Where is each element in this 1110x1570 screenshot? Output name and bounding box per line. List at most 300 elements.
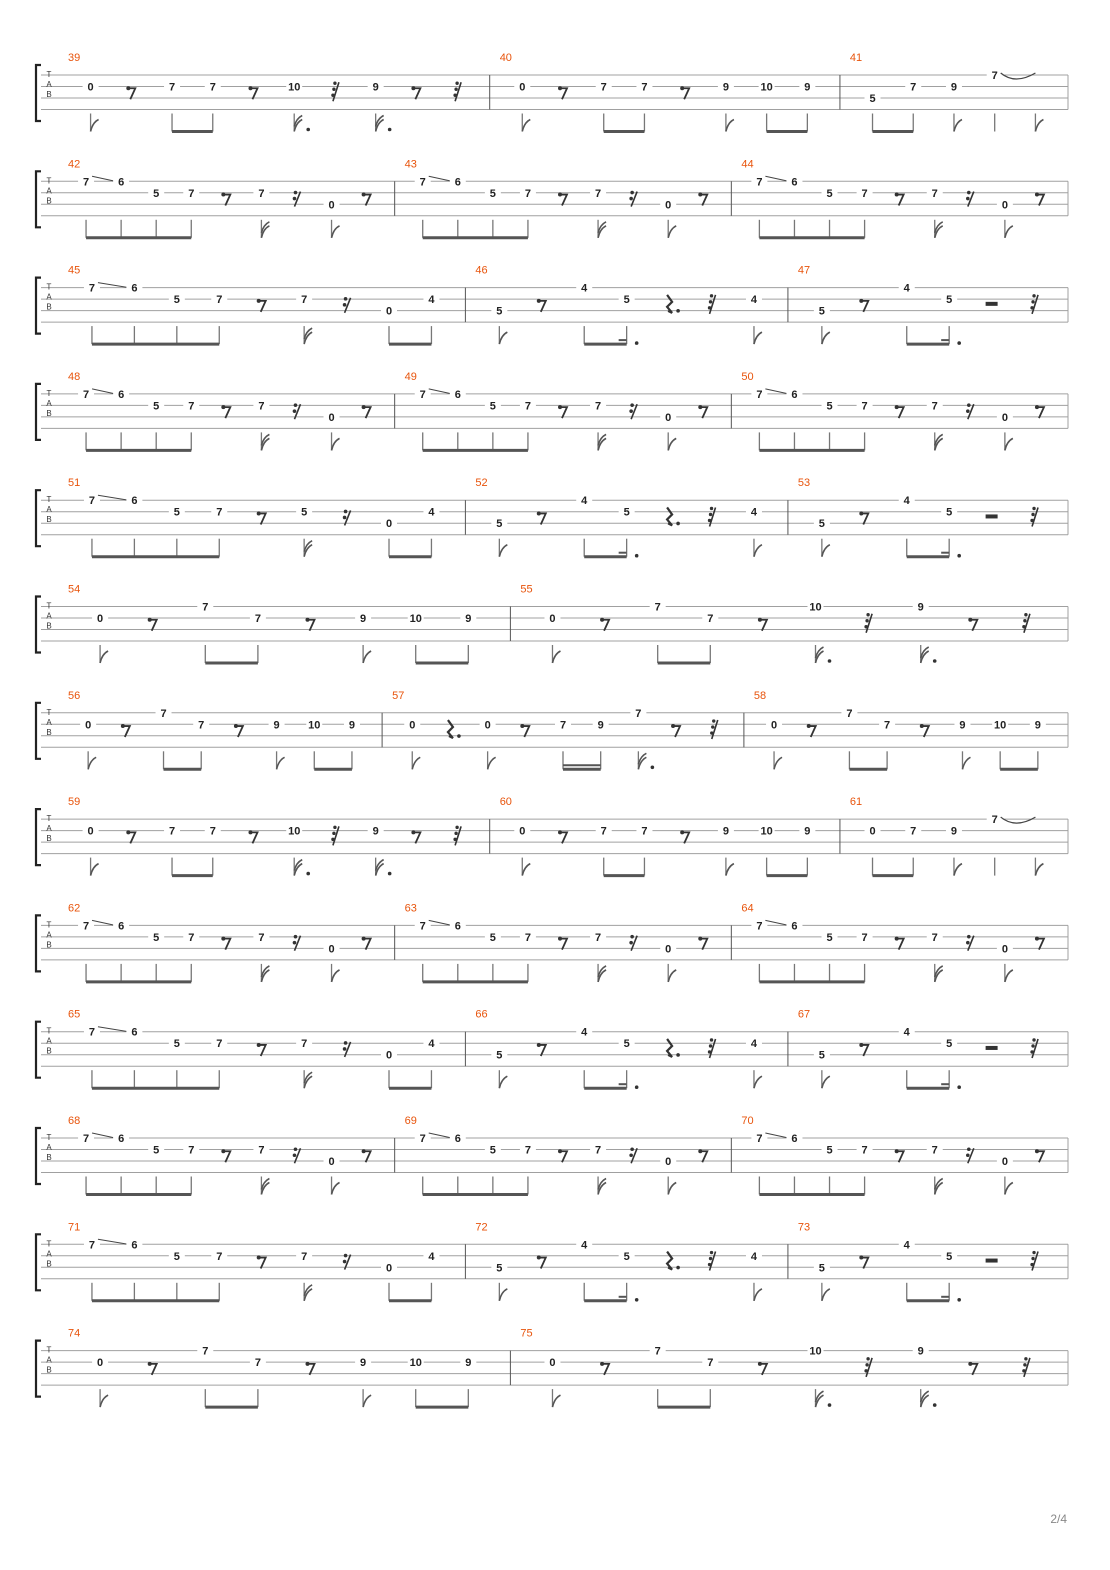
measure-number: 63: [404, 902, 417, 915]
fret-number: 10: [409, 1357, 422, 1370]
fret-number: 9: [722, 825, 729, 838]
tab-system: [36, 1009, 1068, 1089]
fret-number: 7: [595, 187, 602, 200]
fret-number: 5: [826, 931, 833, 944]
fret-number: 5: [946, 294, 953, 307]
measure: [395, 1115, 708, 1195]
fret-number: 7: [524, 1144, 531, 1157]
fret-number: 4: [428, 506, 435, 519]
system-bracket: [36, 278, 41, 334]
eighth-rest-dot: [558, 830, 562, 834]
eighth-rest-dot: [600, 1362, 604, 1366]
sixteenth-rest-dot: [343, 516, 347, 520]
sixteenth-rest-dot: [294, 191, 298, 195]
slide-line: [92, 920, 115, 925]
fret-number: 6: [131, 495, 138, 508]
dot: [306, 872, 310, 876]
rest-dot: [1032, 1038, 1035, 1041]
fret-number: 4: [581, 1239, 588, 1252]
rest-dot: [332, 832, 335, 835]
note-flag: [499, 1076, 507, 1088]
fret-number: 6: [454, 920, 461, 933]
fret-number: 4: [750, 1250, 758, 1263]
rest-dot: [1023, 1363, 1026, 1366]
fret-number: 4: [428, 294, 435, 307]
note-flag: [668, 970, 676, 982]
tab-clef-letter: T: [46, 1133, 52, 1142]
tab-clef-letter: A: [46, 1036, 52, 1046]
fret-number: 4: [750, 294, 758, 307]
note-flag: [277, 757, 285, 769]
eighth-rest-dot: [558, 86, 562, 90]
measure-number: 45: [68, 264, 81, 277]
fret-number: 7: [168, 825, 176, 838]
fret-number: 9: [372, 825, 379, 838]
dot: [388, 128, 392, 132]
rest-dot: [712, 719, 715, 722]
tab-clef-letter: A: [46, 824, 52, 834]
tab-system: [36, 477, 1068, 557]
sixteenth-rest-dot: [966, 1153, 970, 1157]
slide-line: [98, 1239, 128, 1244]
eighth-rest-dot: [698, 937, 702, 941]
measure-number: 67: [797, 1008, 811, 1021]
rest-dot: [1032, 507, 1035, 510]
fret-number: 0: [87, 81, 94, 94]
tab-clef-letter: B: [46, 1365, 52, 1375]
fret-number: 4: [903, 1026, 910, 1039]
measure-number: 70: [741, 1115, 754, 1127]
rest-dot: [708, 1263, 711, 1266]
rest-dot: [1030, 306, 1033, 309]
rest-dot: [455, 82, 458, 85]
fret-number: 0: [869, 825, 876, 838]
fret-number: 7: [88, 1239, 96, 1252]
tab-clef-letter: B: [46, 834, 52, 844]
eighth-rest-dot: [306, 618, 310, 622]
note-flag: [668, 438, 676, 450]
eighth-rest-dot: [221, 1149, 225, 1153]
eighth-rest-dot: [680, 830, 684, 834]
note-flag: [668, 226, 676, 238]
tab-clef-letter: T: [46, 70, 52, 79]
eighth-rest-dot: [221, 405, 225, 409]
fret-number: 7: [216, 1250, 223, 1263]
eighth-rest-dot: [411, 830, 415, 834]
note-flag: [499, 332, 507, 344]
sixteenth-rest-dot: [293, 1153, 297, 1157]
measure-number: 66: [475, 1008, 488, 1021]
note-flag: [954, 864, 962, 876]
note-flag: [332, 226, 340, 238]
fret-number: 7: [88, 495, 96, 508]
fret-number: 0: [328, 411, 335, 424]
measure-number: 73: [797, 1221, 811, 1234]
measure-number: 51: [68, 477, 81, 490]
sixteenth-rest-dot: [294, 403, 298, 407]
rest-dot: [1031, 513, 1034, 516]
tie-arc: [1001, 817, 1036, 823]
fret-number: 5: [173, 506, 180, 519]
fret-number: 7: [82, 388, 90, 401]
fret-number: 0: [385, 1049, 393, 1062]
fret-number: 7: [910, 81, 917, 94]
tab-clef-letter: B: [46, 940, 52, 950]
tab-system: [36, 265, 1068, 345]
fret-number: 6: [131, 282, 138, 295]
fret-number: 5: [496, 1049, 503, 1062]
measure: [68, 52, 461, 132]
fret-number: 7: [188, 931, 195, 944]
eighth-rest-dot: [362, 1149, 366, 1153]
fret-number: 7: [202, 601, 209, 614]
eighth-rest-dot: [859, 1043, 863, 1047]
rest-dot: [1022, 1369, 1025, 1372]
tab-clef-letter: B: [46, 727, 52, 737]
note-flag: [522, 120, 530, 132]
slide-line: [765, 1133, 788, 1138]
measure-number: 40: [499, 52, 512, 64]
fret-number: 5: [946, 1038, 953, 1051]
rest-dot: [333, 82, 336, 85]
rest-dot: [454, 88, 457, 91]
tab-clef-letter: B: [46, 196, 52, 206]
sixteenth-rest-dot: [630, 191, 634, 195]
fret-number: 7: [198, 719, 205, 732]
fret-number: 5: [623, 506, 630, 519]
fret-number: 9: [597, 719, 604, 732]
fret-number: 5: [869, 93, 876, 105]
note-flag: [962, 757, 970, 769]
measure-number: 50: [741, 370, 754, 383]
measure-number: 52: [475, 477, 488, 490]
measure: [788, 1009, 1038, 1089]
system-bracket: [36, 915, 41, 971]
dot: [957, 341, 961, 345]
rest-dot: [710, 507, 713, 510]
fret-number: 7: [258, 1144, 265, 1157]
system-bracket: [36, 65, 41, 121]
eighth-rest-dot: [600, 618, 604, 622]
eighth-rest-dot: [257, 1043, 261, 1047]
rest-dot: [865, 1363, 868, 1366]
measure-number: 62: [68, 902, 81, 915]
measure-number: 41: [849, 52, 863, 64]
eighth-rest-dot: [680, 86, 684, 90]
slide-line: [92, 176, 115, 181]
fret-number: 6: [791, 388, 798, 401]
fret-number: 7: [756, 920, 763, 933]
fret-number: 10: [308, 719, 321, 732]
note-flag: [1005, 970, 1013, 982]
tab-clef-letter: T: [46, 388, 52, 398]
rest-dot: [457, 734, 461, 738]
eighth-rest-dot: [221, 937, 225, 941]
note-flag: [822, 332, 830, 344]
tie-arc: [1001, 73, 1036, 79]
slide-line: [429, 920, 452, 925]
fret-number: 9: [950, 81, 958, 94]
measure: [382, 690, 718, 770]
measure: [731, 902, 1044, 982]
measure: [68, 690, 360, 770]
measure-number: 58: [753, 689, 767, 702]
rest-dot: [710, 1251, 713, 1254]
eighth-rest-dot: [859, 511, 863, 515]
note-flag: [954, 120, 962, 132]
fret-number: 7: [209, 81, 216, 94]
rest-dot: [709, 300, 712, 303]
fret-number: 5: [496, 305, 503, 318]
measure: [68, 477, 439, 557]
fret-number: 0: [770, 719, 778, 732]
rest-dot: [865, 619, 868, 622]
sixteenth-rest-dot: [629, 941, 633, 945]
sixteenth-rest-dot: [343, 1047, 347, 1051]
fret-number: 7: [861, 931, 868, 944]
rest-dot: [866, 613, 869, 616]
slide-line: [765, 920, 788, 925]
fret-number: 5: [946, 506, 953, 519]
measure-number: 69: [404, 1115, 417, 1127]
rest-dot: [1032, 1251, 1035, 1254]
fret-number: 9: [360, 613, 367, 625]
tab-clef-letter: T: [46, 1345, 52, 1355]
slide-line: [98, 495, 128, 500]
note-flag: [822, 1289, 830, 1301]
fret-number: 7: [209, 825, 216, 838]
fret-number: 7: [595, 931, 602, 944]
eighth-rest-dot: [306, 1362, 310, 1366]
measure: [744, 690, 1046, 770]
fret-number: 5: [826, 400, 833, 413]
slide-line: [429, 1133, 452, 1138]
system-bracket: [36, 171, 41, 227]
dot: [933, 1403, 937, 1407]
fret-number: 10: [760, 81, 773, 94]
measure-number: 46: [475, 264, 488, 277]
fret-number: 7: [301, 1038, 308, 1051]
fret-number: 0: [328, 1156, 335, 1168]
fret-number: 7: [595, 1144, 602, 1157]
tab-clef-letter: A: [46, 1355, 52, 1365]
fret-number: 7: [931, 1144, 938, 1157]
fret-number: 5: [173, 1250, 180, 1263]
rest-dot: [1030, 519, 1033, 522]
fret-number: 7: [707, 613, 714, 625]
measure: [510, 1328, 1030, 1408]
fret-number: 7: [160, 707, 167, 720]
fret-number: 10: [760, 825, 773, 838]
fret-number: 7: [600, 81, 607, 94]
dot: [388, 872, 392, 876]
fret-number: 6: [131, 1239, 138, 1252]
fret-number: 9: [804, 825, 811, 838]
tab-clef-letter: T: [46, 495, 52, 505]
sixteenth-rest-dot: [293, 941, 297, 945]
tab-clef-letter: B: [46, 1046, 52, 1056]
rest-dot: [711, 725, 714, 728]
measure: [731, 371, 1044, 451]
measure: [465, 1221, 762, 1301]
fret-number: 5: [818, 518, 825, 531]
note-flag: [100, 651, 108, 663]
eighth-rest-dot: [362, 937, 366, 941]
sixteenth-rest-dot: [966, 409, 970, 413]
fret-number: 10: [288, 825, 301, 838]
eighth-rest-dot: [758, 618, 762, 622]
sixteenth-rest-dot: [629, 197, 633, 201]
rest-dot: [676, 1266, 680, 1270]
fret-number: 6: [118, 176, 125, 189]
fret-number: 4: [581, 495, 588, 508]
fret-number: 0: [484, 719, 491, 732]
fret-number: 0: [385, 518, 393, 531]
note-flag: [822, 1076, 830, 1088]
note-flag: [754, 1289, 762, 1301]
fret-number: 7: [258, 400, 265, 413]
fret-number: 5: [173, 1038, 180, 1051]
rest-dot: [676, 1053, 680, 1057]
fret-number: 7: [88, 1026, 96, 1039]
fret-number: 4: [903, 1239, 910, 1252]
tab-clef-letter: A: [46, 80, 52, 89]
fret-number: 4: [581, 282, 588, 295]
measure: [465, 265, 762, 345]
sixteenth-rest-dot: [293, 197, 297, 201]
fret-number: 5: [496, 518, 503, 531]
fret-number: 4: [750, 506, 758, 519]
fret-number: 7: [258, 187, 265, 200]
fret-number: 7: [419, 176, 426, 189]
fret-number: 7: [884, 719, 891, 732]
tab-system: [36, 584, 1068, 664]
rest-dot: [708, 1050, 711, 1053]
fret-number: 0: [385, 305, 393, 318]
tab-system: [36, 52, 1068, 132]
measure-number: 65: [68, 1008, 81, 1021]
fret-number: 7: [258, 931, 265, 944]
sixteenth-rest-dot: [344, 297, 348, 301]
note-flag: [668, 1183, 676, 1195]
dot: [957, 554, 961, 558]
eighth-rest-dot: [895, 193, 899, 197]
sixteenth-rest-dot: [294, 935, 298, 939]
note-flag: [522, 864, 530, 876]
fret-number: 5: [623, 294, 630, 307]
fret-number: 7: [846, 707, 853, 720]
measure: [68, 158, 371, 238]
fret-number: 7: [216, 1038, 223, 1051]
eighth-rest-dot: [698, 1149, 702, 1153]
measure: [788, 265, 1038, 345]
note-flag: [100, 1395, 108, 1407]
eighth-rest-dot: [221, 193, 225, 197]
tab-clef-letter: T: [46, 1026, 52, 1036]
slide-line: [429, 389, 452, 394]
tab-clef-letter: B: [46, 515, 52, 525]
sixteenth-rest-dot: [344, 510, 348, 514]
fret-number: 0: [665, 943, 672, 956]
tab-clef-letter: A: [46, 505, 52, 515]
tab-clef-letter: A: [46, 1143, 52, 1152]
rest-dot: [709, 1257, 712, 1260]
fret-number: 9: [372, 81, 379, 94]
fret-number: 5: [489, 1144, 496, 1157]
fret-number: 7: [82, 920, 90, 933]
eighth-rest-dot: [558, 193, 562, 197]
rest-dot: [1031, 1257, 1034, 1260]
rest-dot: [331, 94, 334, 97]
rest-dot: [1022, 625, 1025, 628]
fret-number: 5: [818, 1262, 825, 1275]
fret-number: 0: [665, 1156, 672, 1168]
tab-system: [36, 371, 1068, 451]
fret-number: 5: [496, 1262, 503, 1275]
sixteenth-rest-dot: [967, 1147, 971, 1151]
measure-number: 59: [68, 796, 81, 809]
measure-number: 57: [392, 689, 405, 702]
eighth-rest-dot: [1035, 937, 1039, 941]
fret-number: 4: [428, 1038, 435, 1051]
fret-number: 5: [153, 931, 160, 944]
sixteenth-rest-dot: [630, 1147, 634, 1151]
dot: [651, 766, 655, 770]
fret-number: 7: [524, 187, 531, 200]
system-bracket: [36, 490, 41, 546]
fret-number: 6: [791, 1133, 798, 1145]
fret-number: 5: [623, 1038, 630, 1051]
eighth-rest-dot: [362, 193, 366, 197]
measure-number: 42: [68, 158, 81, 171]
fret-number: 7: [188, 1144, 195, 1157]
note-flag: [1005, 438, 1013, 450]
dot: [635, 554, 639, 558]
measure: [68, 1221, 439, 1301]
sixteenth-rest-dot: [293, 409, 297, 413]
eighth-rest-dot: [807, 724, 811, 728]
measure-number: 60: [499, 796, 512, 809]
measure: [395, 902, 708, 982]
measure: [490, 796, 816, 876]
fret-number: 0: [665, 411, 672, 424]
half-rest: [986, 1259, 998, 1263]
sixteenth-rest-dot: [630, 403, 634, 407]
sixteenth-rest-dot: [629, 1153, 633, 1157]
tab-clef-letter: T: [46, 601, 52, 611]
half-rest: [986, 1046, 998, 1050]
eighth-rest-dot: [859, 299, 863, 303]
slide-line: [92, 1133, 115, 1138]
measure-number: 61: [849, 796, 863, 809]
fret-number: 10: [809, 1345, 822, 1358]
measure-number: 68: [68, 1115, 81, 1127]
note-flag: [91, 864, 99, 876]
fret-number: 6: [454, 388, 461, 401]
measure: [68, 1009, 439, 1088]
note-flag: [1035, 864, 1043, 876]
measure: [68, 371, 371, 451]
eighth-rest-dot: [257, 1256, 261, 1260]
fret-number: 7: [861, 1144, 868, 1157]
tab-clef-letter: T: [46, 920, 52, 930]
fret-number: 5: [826, 1144, 833, 1157]
system-bracket: [36, 384, 41, 440]
fret-number: 0: [87, 825, 94, 838]
fret-number: 0: [385, 1262, 393, 1275]
eighth-rest-dot: [698, 405, 702, 409]
tab-clef-letter: A: [46, 292, 52, 302]
